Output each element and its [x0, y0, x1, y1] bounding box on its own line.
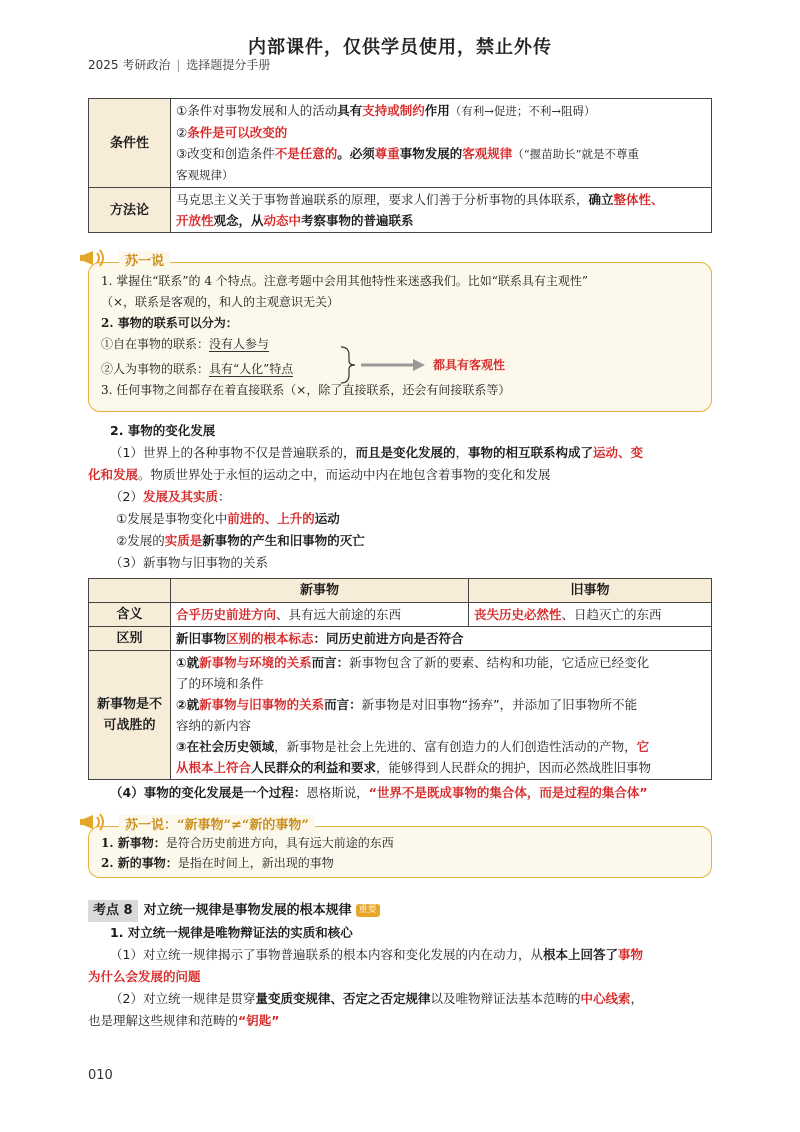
header-separator: |	[176, 58, 181, 72]
page-number: 010	[88, 1068, 113, 1083]
section-change-development: 2. 事物的变化发展 （1）世界上的各种事物不仅是普遍联系的，而且是变化发展的，事物的相互联系构成了运动、变 化和发展。物质世界处于永恒的运动之中，而运动中内在地包含着事物的变化和发展 （2）发展及其实质： ①发展是事物变化中前进的、上升的运动 ②发展的实质是新事物的产生和旧事物的灭亡 （3）新事物与旧事物的关系	[88, 420, 712, 574]
row-label-meaning: 含义	[89, 603, 171, 627]
megaphone-icon	[79, 245, 109, 271]
process-statement: （4）事物的变化发展是一个过程：恩格斯说，“世界不是既成事物的集合体，而是过程的集合体”	[110, 785, 648, 800]
difference-cell: 新旧事物区别的根本标志：同历史前进方向是否符合	[171, 627, 712, 651]
old-meaning-cell: 丧失历史必然性、日趋灭亡的东西	[469, 603, 712, 627]
section-heading: 2. 事物的变化发展	[110, 423, 216, 438]
key-point-8: 考点 8 对立统一规律是事物发展的根本规律 重要 1. 对立统一规律是唯物辩证法的实质和核心 （1）对立统一规律揭示了事物普遍联系的根本内容和变化发展的内在动力，从根本上回答了事物 为什么会发展的问题 （2）对立统一规律是贯穿量变质变规律、否定之否定规律以及唯物辩证法基本范畴的中心线索， 也是理解这些规律和范畴的“钥匙”	[88, 900, 712, 1032]
tip-box-new-things: 苏一说：“新事物”≠“新的事物” 1. 新事物：是符合历史前进方向，具有远大前途的东西 2. 新的事物：是指在时间上，新出现的事物	[88, 826, 712, 878]
new-old-things-table	[88, 578, 712, 780]
table-row	[89, 627, 712, 651]
arrow-label: 都具有客观性	[433, 358, 506, 372]
header-empty	[89, 579, 171, 603]
new-meaning-cell: 合乎历史前进方向、具有远大前途的东西	[171, 603, 469, 627]
watermark: 内部课件，仅供学员使用，禁止外传	[248, 37, 552, 58]
important-badge: 重要	[356, 904, 380, 917]
header-new-things: 新事物	[171, 579, 469, 603]
brace-arrow-icon	[339, 345, 429, 385]
book-header	[88, 56, 270, 73]
header-year-subject: 2025 考研政治	[88, 58, 171, 72]
tip-title: 苏一说	[119, 251, 170, 272]
megaphone-icon	[79, 809, 109, 835]
table-row	[89, 579, 712, 603]
table-row	[89, 99, 712, 188]
methodology-cell: 马克思主义关于事物普遍联系的原理，要求人们善于分析事物的具体联系，确立整体性、 开放性观念，从动态中考察事物的普遍联系	[171, 188, 712, 233]
tip-title: 苏一说：“新事物”≠“新的事物”	[119, 815, 315, 836]
conditions-table	[88, 98, 712, 233]
invincible-cell: ①就新事物与环境的关系而言：新事物包含了新的要素、结构和功能，它适应已经变化 了的环境和条件 ②就新事物与旧事物的关系而言：新事物是对旧事物“扬弃”，并添加了旧事物所不能 容纳的新内容 ③在社会历史领域，新事物是社会上先进的、富有创造力的人们创造性活动的产物，它 从根本上符合人民群众的利益和要求，能够得到人民群众的拥护，因而必然战胜旧事物	[171, 651, 712, 780]
table-row	[89, 651, 712, 780]
key-point-label: 考点 8	[88, 900, 138, 922]
table-row	[89, 188, 712, 233]
header-old-things: 旧事物	[469, 579, 712, 603]
key-point-title: 对立统一规律是事物发展的根本规律	[143, 903, 352, 918]
row-label-invincible: 新事物是不 可战胜的	[89, 651, 171, 780]
tip-box-su-yi-shuo: 苏一说 1. 掌握住“联系”的 4 个特点。注意考题中会用其他特性来迷惑我们。比如“联系具有主观性” （×，联系是客观的，和人的主观意识无关） 2. 事物的联系可以分为： ①自在事物的联系：没有人参与 ②人为事物的联系：具有“人化”特点 3. 任何事物之间都存在着直接联系（×，除了直接联系，还会有间接联系等） 都具有客观性	[88, 262, 712, 412]
header-book-title: 选择题提分手册	[186, 58, 271, 72]
table-row	[89, 603, 712, 627]
row-label-conditionality: 条件性	[89, 99, 171, 188]
conditionality-cell: ①条件对事物发展和人的活动具有支持或制约作用（有利→促进；不利→阻碍） ②条件是可以改变的 ③改变和创造条件不是任意的。必须尊重事物发展的客观规律（“揠苗助长”就是不尊重 客观规律）	[171, 99, 712, 188]
row-label-difference: 区别	[89, 627, 171, 651]
row-label-methodology: 方法论	[89, 188, 171, 233]
